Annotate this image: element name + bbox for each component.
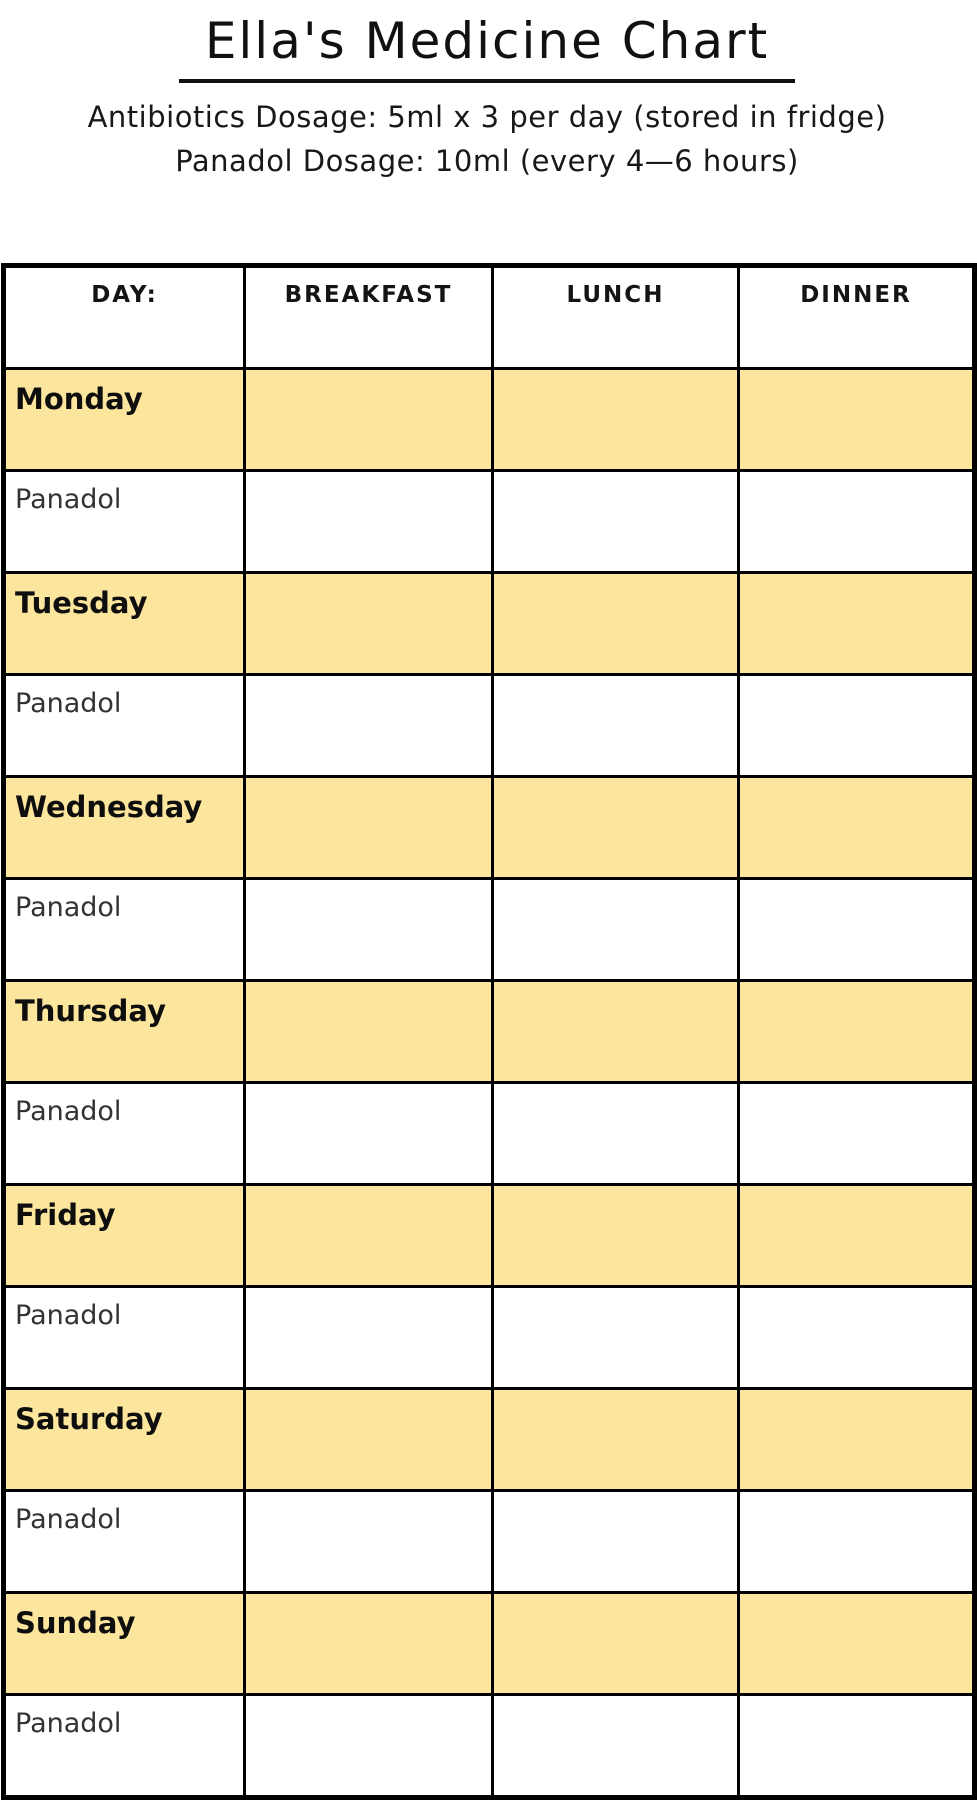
panadol-dosage-note: Panadol Dosage: 10ml (every 4—6 hours) bbox=[175, 144, 799, 179]
panadol-label: Panadol bbox=[4, 471, 245, 573]
dose-cell-breakfast bbox=[245, 1083, 493, 1185]
dose-cell-breakfast bbox=[245, 369, 493, 471]
dose-cell-breakfast bbox=[245, 879, 493, 981]
dose-cell-lunch bbox=[493, 1185, 739, 1287]
dose-cell-lunch bbox=[493, 1593, 739, 1695]
dose-cell-breakfast bbox=[245, 1695, 493, 1798]
day-label: Friday bbox=[4, 1185, 245, 1287]
dose-cell-dinner bbox=[739, 1695, 975, 1798]
dose-cell-breakfast bbox=[245, 777, 493, 879]
dose-cell-lunch bbox=[493, 777, 739, 879]
panadol-row bbox=[4, 1083, 975, 1185]
dose-cell-lunch bbox=[493, 471, 739, 573]
dose-cell-lunch bbox=[493, 1491, 739, 1593]
day-row-sunday bbox=[4, 1593, 975, 1695]
dose-cell-dinner bbox=[739, 1491, 975, 1593]
dose-cell-dinner bbox=[739, 1287, 975, 1389]
day-row-friday bbox=[4, 1185, 975, 1287]
column-header-lunch: LUNCH bbox=[493, 266, 739, 369]
panadol-label: Panadol bbox=[4, 675, 245, 777]
day-label: Wednesday bbox=[4, 777, 245, 879]
dose-cell-lunch bbox=[493, 1695, 739, 1798]
dose-cell-breakfast bbox=[245, 981, 493, 1083]
dose-cell-breakfast bbox=[245, 1287, 493, 1389]
title-block bbox=[0, 0, 974, 83]
dose-cell-dinner bbox=[739, 675, 975, 777]
panadol-label: Panadol bbox=[4, 879, 245, 981]
dose-cell-lunch bbox=[493, 675, 739, 777]
page-title: Ella's Medicine Chart bbox=[179, 14, 795, 83]
dose-cell-lunch bbox=[493, 573, 739, 675]
dose-cell-dinner bbox=[739, 1389, 975, 1491]
dose-cell-lunch bbox=[493, 1389, 739, 1491]
dose-cell-dinner bbox=[739, 369, 975, 471]
dose-cell-dinner bbox=[739, 471, 975, 573]
dose-cell-dinner bbox=[739, 1185, 975, 1287]
day-row-thursday bbox=[4, 981, 975, 1083]
dose-cell-breakfast bbox=[245, 1389, 493, 1491]
panadol-row bbox=[4, 471, 975, 573]
column-header-dinner: DINNER bbox=[739, 266, 975, 369]
panadol-row bbox=[4, 1695, 975, 1798]
dose-cell-dinner bbox=[739, 573, 975, 675]
dose-cell-breakfast bbox=[245, 471, 493, 573]
day-row-saturday bbox=[4, 1389, 975, 1491]
dose-cell-dinner bbox=[739, 981, 975, 1083]
panadol-label: Panadol bbox=[4, 1083, 245, 1185]
panadol-label: Panadol bbox=[4, 1287, 245, 1389]
dose-cell-breakfast bbox=[245, 1593, 493, 1695]
dose-cell-breakfast bbox=[245, 573, 493, 675]
dose-cell-dinner bbox=[739, 1083, 975, 1185]
dose-cell-lunch bbox=[493, 1083, 739, 1185]
dose-cell-dinner bbox=[739, 777, 975, 879]
dose-cell-breakfast bbox=[245, 1491, 493, 1593]
dose-cell-dinner bbox=[739, 879, 975, 981]
dose-cell-lunch bbox=[493, 879, 739, 981]
dose-cell-lunch bbox=[493, 981, 739, 1083]
panadol-row bbox=[4, 879, 975, 981]
day-row-tuesday bbox=[4, 573, 975, 675]
panadol-row bbox=[4, 1491, 975, 1593]
column-header-breakfast: BREAKFAST bbox=[245, 266, 493, 369]
table-header-row bbox=[4, 266, 975, 369]
dose-cell-lunch bbox=[493, 369, 739, 471]
day-row-monday bbox=[4, 369, 975, 471]
panadol-row bbox=[4, 1287, 975, 1389]
day-label: Thursday bbox=[4, 981, 245, 1083]
day-label: Saturday bbox=[4, 1389, 245, 1491]
dose-cell-breakfast bbox=[245, 1185, 493, 1287]
column-header-day: DAY: bbox=[4, 266, 245, 369]
dose-cell-dinner bbox=[739, 1593, 975, 1695]
day-label: Sunday bbox=[4, 1593, 245, 1695]
dose-cell-lunch bbox=[493, 1287, 739, 1389]
day-label: Monday bbox=[4, 369, 245, 471]
antibiotics-dosage-note: Antibiotics Dosage: 5ml x 3 per day (stored in fridge) bbox=[87, 100, 887, 134]
day-label: Tuesday bbox=[4, 573, 245, 675]
panadol-label: Panadol bbox=[4, 1491, 245, 1593]
medicine-table bbox=[1, 263, 977, 1800]
day-row-wednesday bbox=[4, 777, 975, 879]
panadol-label: Panadol bbox=[4, 1695, 245, 1798]
dose-cell-breakfast bbox=[245, 675, 493, 777]
panadol-row bbox=[4, 675, 975, 777]
